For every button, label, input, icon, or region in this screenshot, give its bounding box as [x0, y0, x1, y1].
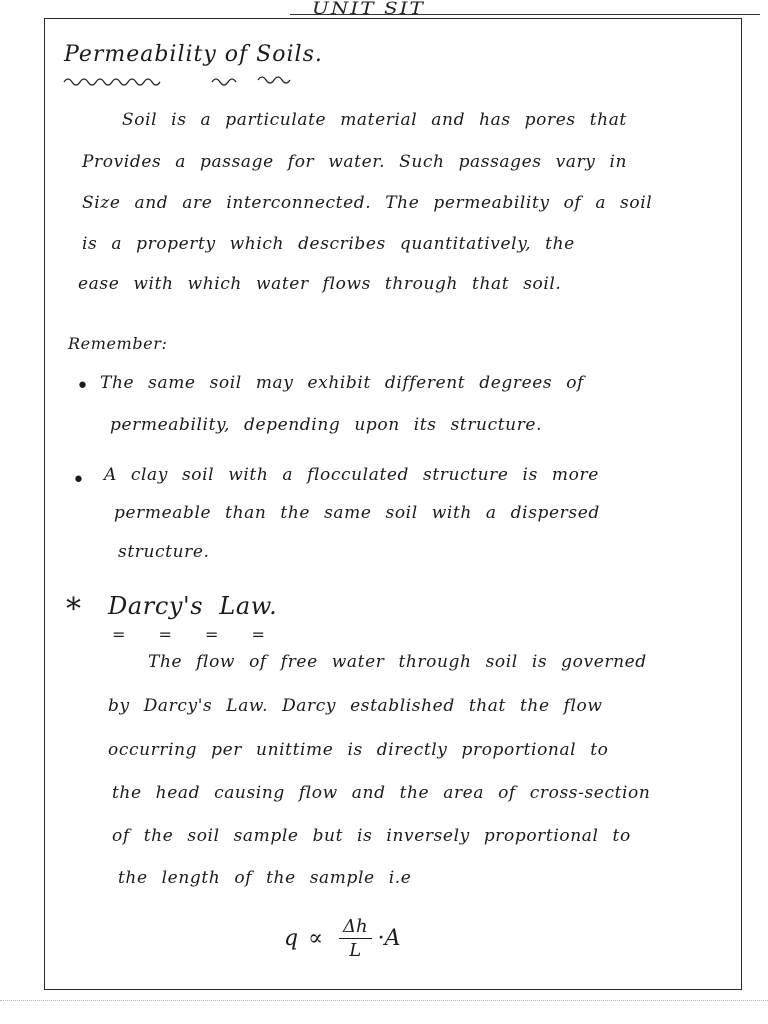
- header-scrawl: UNIT SIT: [312, 0, 425, 19]
- title-squiggle-underline: [62, 72, 302, 90]
- darcy-line-6: the length of the sample i.e: [118, 868, 412, 888]
- intro-line-2: Provides a passage for water. Such passages vary in: [82, 152, 628, 172]
- intro-line-4: is a property which describes quantitatively, the: [82, 234, 575, 254]
- page-title: Permeability of Soils.: [64, 42, 323, 67]
- remember-label: Remember:: [68, 334, 168, 353]
- bullet-dot: •: [76, 374, 90, 399]
- darcy-line-1: The flow of free water through soil is governed: [148, 652, 647, 672]
- asterisk-marker: *: [66, 592, 82, 627]
- bullet-1-line-2: permeability, depending upon its structure.: [110, 415, 543, 435]
- bullet-2-line-3: structure.: [118, 542, 210, 562]
- intro-line-5: ease with which water flows through that soil.: [78, 274, 562, 294]
- darcy-heading: Darcy's Law.: [108, 592, 278, 620]
- formula-fraction: [339, 916, 372, 961]
- intro-line-3: Size and are interconnected. The permeability of a soil: [82, 193, 653, 213]
- darcy-line-3: occurring per unittime is directly proportional to: [108, 740, 609, 760]
- bullet-2-line-1: A clay soil with a flocculated structure is more: [104, 465, 599, 485]
- formula-relation: ∝: [308, 926, 323, 951]
- formula-rhs: ·A: [377, 926, 401, 951]
- scan-edge-dots: [0, 1000, 768, 1001]
- intro-line-1: Soil is a particulate material and has pores that: [122, 110, 627, 130]
- darcy-line-4: the head causing flow and the area of cross-section: [112, 783, 651, 803]
- darcy-line-2: by Darcy's Law. Darcy established that the flow: [108, 696, 603, 716]
- formula-lhs: q: [284, 926, 299, 951]
- bullet-dot: •: [72, 468, 86, 493]
- formula-numerator: Δh: [339, 916, 372, 939]
- darcy-line-5: of the soil sample but is inversely proportional to: [112, 826, 631, 846]
- bullet-2-line-2: permeable than the same soil with a dispersed: [114, 503, 600, 523]
- bullet-1-line-1: The same soil may exhibit different degrees of: [100, 373, 584, 393]
- darcy-formula: [284, 916, 400, 961]
- formula-denominator: L: [349, 940, 362, 961]
- darcy-heading-underline: = = = =: [112, 625, 275, 644]
